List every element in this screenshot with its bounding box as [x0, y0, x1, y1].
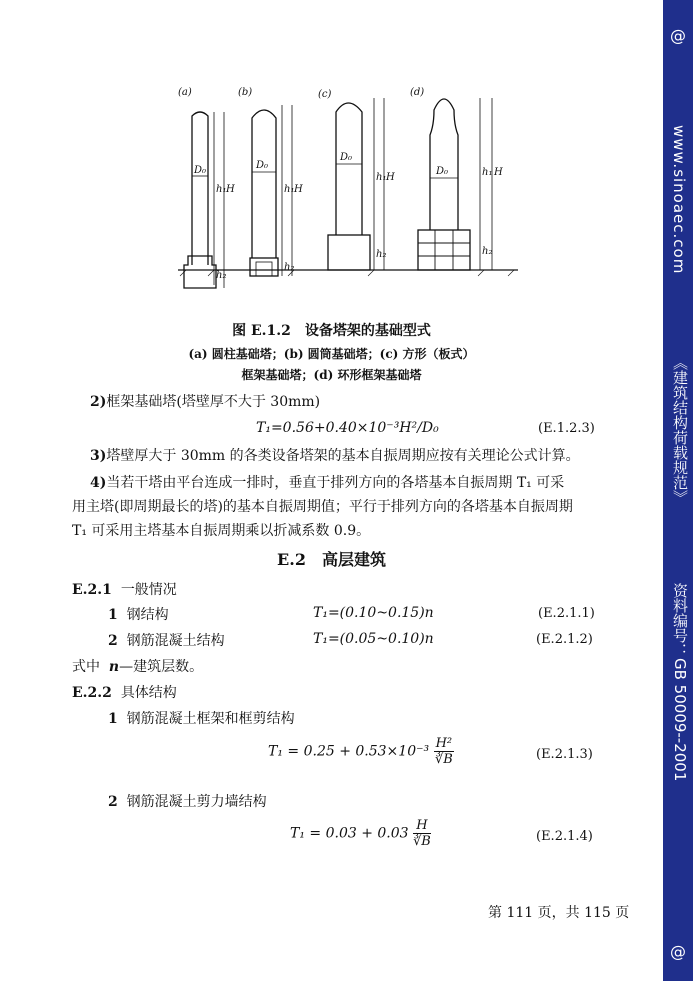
h1-c: h₁	[376, 172, 387, 183]
sidebar-at-top: @	[670, 26, 686, 45]
formula-e2113-fraction	[434, 736, 455, 767]
e21-item2-text: 钢筋混凝土结构	[126, 633, 225, 649]
d0-d: D₀	[436, 166, 449, 177]
e21-item1-text: 钢结构	[126, 607, 169, 623]
formula-e2113-num: H²	[435, 736, 453, 751]
formula-e2114-num: H	[413, 818, 431, 834]
sidebar-at-bottom: @	[670, 942, 686, 961]
figure-caption-sub1: (a) 圆柱基础塔；(b) 圆筒基础塔；(c) 方形（板式）	[188, 347, 475, 361]
H-b: H	[294, 184, 303, 195]
e22-num: E.2.2	[72, 685, 112, 701]
item-2-num: 2)	[90, 394, 107, 410]
h2-b: h₂	[284, 262, 295, 273]
item-4-line3: T₁ 可采用主塔基本自振周期乘以折减系数 0.9。	[72, 523, 371, 539]
formula-e2114-left: T₁ = 0.03 + 0.03	[290, 825, 409, 842]
e22-item2-num: 2	[108, 794, 118, 810]
sidebar	[663, 0, 693, 981]
d0-a: D₀	[194, 165, 207, 176]
H-d: H	[494, 167, 503, 178]
eqno-e2113: (E.2.1.3)	[536, 747, 593, 762]
e21-num: E.2.1	[72, 582, 112, 598]
section-title: E.2 高层建筑	[277, 550, 386, 569]
e21-title: 一般情况	[120, 582, 177, 598]
eqno-e2112: (E.2.1.2)	[536, 632, 593, 647]
page-number: 第 111 页，共 115 页	[488, 905, 630, 921]
label-a: (a)	[178, 87, 192, 98]
e21-item1-num: 1	[108, 607, 118, 623]
label-d: (d)	[410, 87, 425, 98]
where-text: —建筑层数。	[119, 659, 204, 675]
H-c: H	[386, 172, 395, 183]
e22-item1-num: 1	[108, 711, 118, 727]
e22-heading	[72, 683, 177, 703]
figure-caption-sub2: 框架基础塔；(d) 环形框架基础塔	[241, 368, 422, 382]
e22-item1-text: 钢筋混凝土框架和框剪结构	[126, 711, 295, 727]
label-b: (b)	[238, 87, 253, 98]
e22-item1	[108, 709, 295, 729]
item-4-line1	[90, 473, 564, 493]
formula-e2112: T₁=(0.05~0.10)n	[313, 631, 434, 647]
d0-c: D₀	[340, 152, 353, 163]
e21-item2	[108, 631, 225, 651]
tower-d	[410, 87, 503, 270]
formula-e2114	[290, 818, 431, 849]
figure-caption: 图 E.1.2 设备塔架的基础型式	[232, 323, 431, 339]
h1-b: h₁	[284, 184, 295, 195]
formula-e2113-den: ∛B	[434, 752, 453, 767]
d0-b: D₀	[256, 160, 269, 171]
item-3-num: 3)	[90, 448, 107, 464]
tower-foundation-figure	[178, 80, 518, 295]
tower-a	[178, 87, 235, 288]
where-clause	[72, 657, 203, 677]
formula-e2113	[268, 736, 454, 767]
label-c: (c)	[318, 89, 332, 100]
item-4-line2: 用主塔(即周期最长的塔)的基本自振周期值；平行于排列方向的各塔基本自振周期	[72, 499, 573, 515]
H-a: H	[226, 184, 235, 195]
item-2-text: 框架基础塔(塔壁厚不大于 30mm)	[106, 394, 321, 410]
formula-e123: T₁=0.56+0.40×10⁻³H²/D₀	[256, 420, 439, 436]
item-3	[90, 446, 580, 466]
formula-e2114-fraction	[413, 818, 431, 849]
h2-c: h₂	[376, 249, 387, 260]
where-prefix: 式中	[72, 659, 100, 675]
formula-e2114-den: ∛B	[413, 834, 431, 849]
e22-item2-text: 钢筋混凝土剪力墙结构	[126, 794, 267, 810]
e21-heading	[72, 580, 177, 600]
item-2	[90, 392, 320, 412]
h2-a: h₂	[216, 270, 227, 281]
sidebar-title: 《建筑结构荷载规范》	[671, 355, 689, 505]
e21-item2-num: 2	[108, 633, 118, 649]
sidebar-code: 资料编号：GB 50009--2001	[671, 583, 689, 782]
e21-item1	[108, 605, 169, 625]
item-3-text: 塔壁厚大于 30mm 的各类设备塔架的基本自振周期应按有关理论公式计算。	[106, 448, 580, 464]
h1-d: h₁	[482, 167, 493, 178]
e22-item2	[108, 792, 267, 812]
e22-title: 具体结构	[120, 685, 177, 701]
sidebar-website: www.sinoaec.com	[670, 125, 688, 275]
item-4-text1: 当若干塔由平台连成一排时，垂直于排列方向的各塔基本自振周期 T₁ 可采	[106, 475, 565, 491]
item-4-num: 4)	[90, 475, 107, 491]
where-var: n	[108, 659, 120, 675]
eqno-e123: (E.1.2.3)	[538, 421, 595, 436]
h1-a: h₁	[216, 184, 227, 195]
formula-e2111: T₁=(0.10~0.15)n	[313, 605, 434, 621]
formula-e2113-left: T₁ = 0.25 + 0.53×10⁻³	[268, 743, 430, 760]
tower-b	[238, 87, 303, 276]
eqno-e2114: (E.2.1.4)	[536, 829, 593, 844]
tower-c	[318, 89, 395, 270]
eqno-e2111: (E.2.1.1)	[538, 606, 595, 621]
h2-d: h₂	[482, 246, 493, 257]
ground-hatch	[180, 270, 514, 276]
